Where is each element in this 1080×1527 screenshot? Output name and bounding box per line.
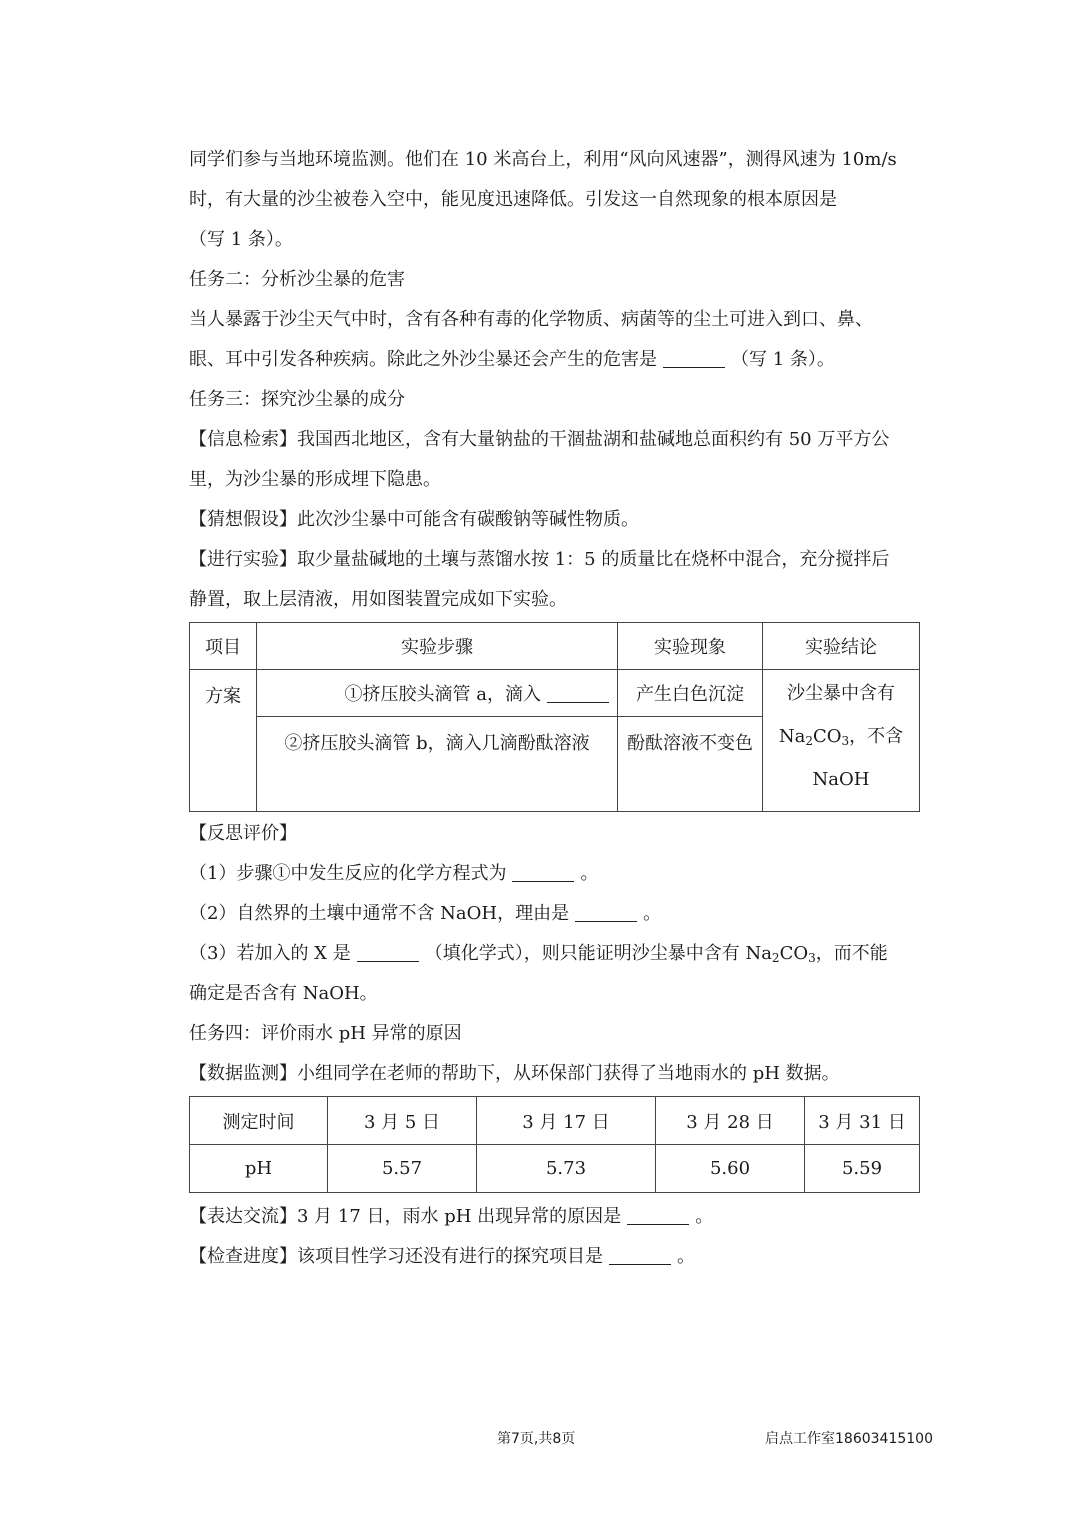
date-cell: 3 月 5 日 bbox=[328, 1097, 477, 1145]
experiment-line-1: 【进行实验】取少量盐碱地的土壤与蒸馏水按 1：5 的质量比在烧杯中混合，充分搅拌后 bbox=[189, 549, 890, 570]
answer-blank[interactable] bbox=[512, 863, 574, 882]
page-number: 第7页,共8页 bbox=[497, 1431, 576, 1447]
ph-value: 5.73 bbox=[477, 1145, 656, 1193]
ph-value: 5.59 bbox=[805, 1145, 920, 1193]
intro-line-2: 时，有大量的沙尘被卷入空中，能见度迅速降低。引发这一自然现象的根本原因是 bbox=[189, 189, 837, 210]
header-item: 项目 bbox=[190, 623, 257, 670]
step-2: ②挤压胶头滴管 b，滴入几滴酚酞溶液 bbox=[257, 717, 618, 812]
formula-na: Na bbox=[778, 726, 806, 747]
formula-subscript: 2 bbox=[771, 951, 780, 965]
question-2-text: （2）自然界的土壤中通常不含 NaOH，理由是 bbox=[189, 903, 570, 924]
ph-table bbox=[189, 1096, 920, 1193]
step-1-text: ①挤压胶头滴管 a，滴入 bbox=[344, 684, 541, 705]
plan-label: 方案 bbox=[190, 670, 257, 812]
date-cell: 3 月 28 日 bbox=[656, 1097, 805, 1145]
answer-blank[interactable] bbox=[575, 903, 637, 922]
task3-title: 任务三：探究沙尘暴的成分 bbox=[189, 389, 405, 410]
header-steps: 实验步骤 bbox=[257, 623, 618, 670]
header-conclusion: 实验结论 bbox=[763, 623, 920, 670]
phenomenon-2: 酚酞溶液不变色 bbox=[618, 717, 763, 812]
answer-blank[interactable] bbox=[663, 349, 725, 368]
info-line-1: 【信息检索】我国西北地区，含有大量钠盐的干涸盐湖和盐碱地总面积约有 50 万平方公 bbox=[189, 429, 890, 450]
question-1-end: 。 bbox=[580, 863, 599, 884]
question-3-text: （3）若加入的 X 是 bbox=[189, 943, 351, 964]
question-1-text: （1）步骤①中发生反应的化学方程式为 bbox=[189, 863, 507, 884]
time-header: 测定时间 bbox=[190, 1097, 328, 1145]
task2-text-b: （写 1 条）。 bbox=[731, 349, 835, 370]
task2-paragraph-1: 当人暴露于沙尘天气中时，含有各种有毒的化学物质、病菌等的尘土可进入到口、鼻、 bbox=[189, 309, 873, 330]
conclusion-line-2 bbox=[763, 715, 919, 758]
formula-subscript: 3 bbox=[808, 951, 816, 965]
hypothesis: 【猜想假设】此次沙尘暴中可能含有碳酸钠等碱性物质。 bbox=[189, 509, 639, 530]
intro-line-3: （写 1 条）。 bbox=[189, 229, 293, 250]
intro-line-1: 同学们参与当地环境监测。他们在 10 米高台上，利用“风向风速器”，测得风速为 10m/s bbox=[189, 149, 897, 170]
ph-header: pH bbox=[190, 1145, 328, 1193]
question-3-continued: 确定是否含有 NaOH。 bbox=[189, 983, 378, 1004]
studio-contact: 启点工作室18603415100 bbox=[765, 1431, 933, 1447]
expression-text: 【表达交流】3 月 17 日，雨水 pH 出现异常的原因是 bbox=[189, 1206, 622, 1227]
document-page bbox=[189, 140, 919, 1277]
formula-subscript: 3 bbox=[841, 734, 850, 748]
conclusion-cell bbox=[763, 670, 920, 812]
ph-value: 5.60 bbox=[656, 1145, 805, 1193]
task2-title: 任务二：分析沙尘暴的危害 bbox=[189, 269, 405, 290]
info-line-2: 里，为沙尘暴的形成埋下隐患。 bbox=[189, 469, 441, 490]
formula-subscript: 2 bbox=[805, 734, 813, 748]
question-3-text-b: （填化学式），则只能证明沙尘暴中含有 Na bbox=[424, 943, 772, 964]
conclusion-text: ，不含 bbox=[849, 726, 904, 747]
date-cell: 3 月 31 日 bbox=[805, 1097, 920, 1145]
table-header-row bbox=[190, 623, 920, 670]
conclusion-line-1: 沙尘暴中含有 bbox=[787, 683, 895, 704]
table-row bbox=[190, 670, 920, 717]
task4-title: 任务四：评价雨水 pH 异常的原因 bbox=[189, 1023, 462, 1044]
question-2-end: 。 bbox=[643, 903, 662, 924]
task2-paragraph-2 bbox=[189, 340, 919, 380]
table-row bbox=[190, 1145, 920, 1193]
progress-check bbox=[189, 1237, 919, 1277]
experiment-line-2: 静置，取上层清液，用如图装置完成如下实验。 bbox=[189, 589, 567, 610]
experiment-table bbox=[189, 622, 920, 812]
question-2 bbox=[189, 894, 919, 934]
answer-blank[interactable] bbox=[357, 943, 419, 962]
formula-co: CO bbox=[779, 943, 809, 964]
answer-blank[interactable] bbox=[547, 684, 609, 703]
conclusion-line-3: NaOH bbox=[812, 769, 870, 790]
question-3 bbox=[189, 934, 919, 974]
question-1 bbox=[189, 854, 919, 894]
ph-value: 5.57 bbox=[328, 1145, 477, 1193]
question-3-text-d: ，而不能 bbox=[815, 943, 888, 964]
formula-co: CO bbox=[812, 726, 842, 747]
progress-check-text: 【检查进度】该项目性学习还没有进行的探究项目是 bbox=[189, 1246, 603, 1267]
date-cell: 3 月 17 日 bbox=[477, 1097, 656, 1145]
answer-blank[interactable] bbox=[609, 1246, 671, 1265]
task2-text-a: 眼、耳中引发各种疾病。除此之外沙尘暴还会产生的危害是 bbox=[189, 349, 657, 370]
table-row bbox=[190, 1097, 920, 1145]
expression bbox=[189, 1197, 919, 1237]
data-monitor: 【数据监测】小组同学在老师的帮助下，从环保部门获得了当地雨水的 pH 数据。 bbox=[189, 1063, 840, 1084]
answer-blank[interactable] bbox=[627, 1206, 689, 1225]
header-phenomenon: 实验现象 bbox=[618, 623, 763, 670]
expression-end: 。 bbox=[695, 1206, 714, 1227]
phenomenon-1: 产生白色沉淀 bbox=[618, 670, 763, 717]
reflection-title: 【反思评价】 bbox=[189, 823, 297, 844]
progress-check-end: 。 bbox=[677, 1246, 695, 1267]
step-1-cell bbox=[257, 670, 618, 717]
